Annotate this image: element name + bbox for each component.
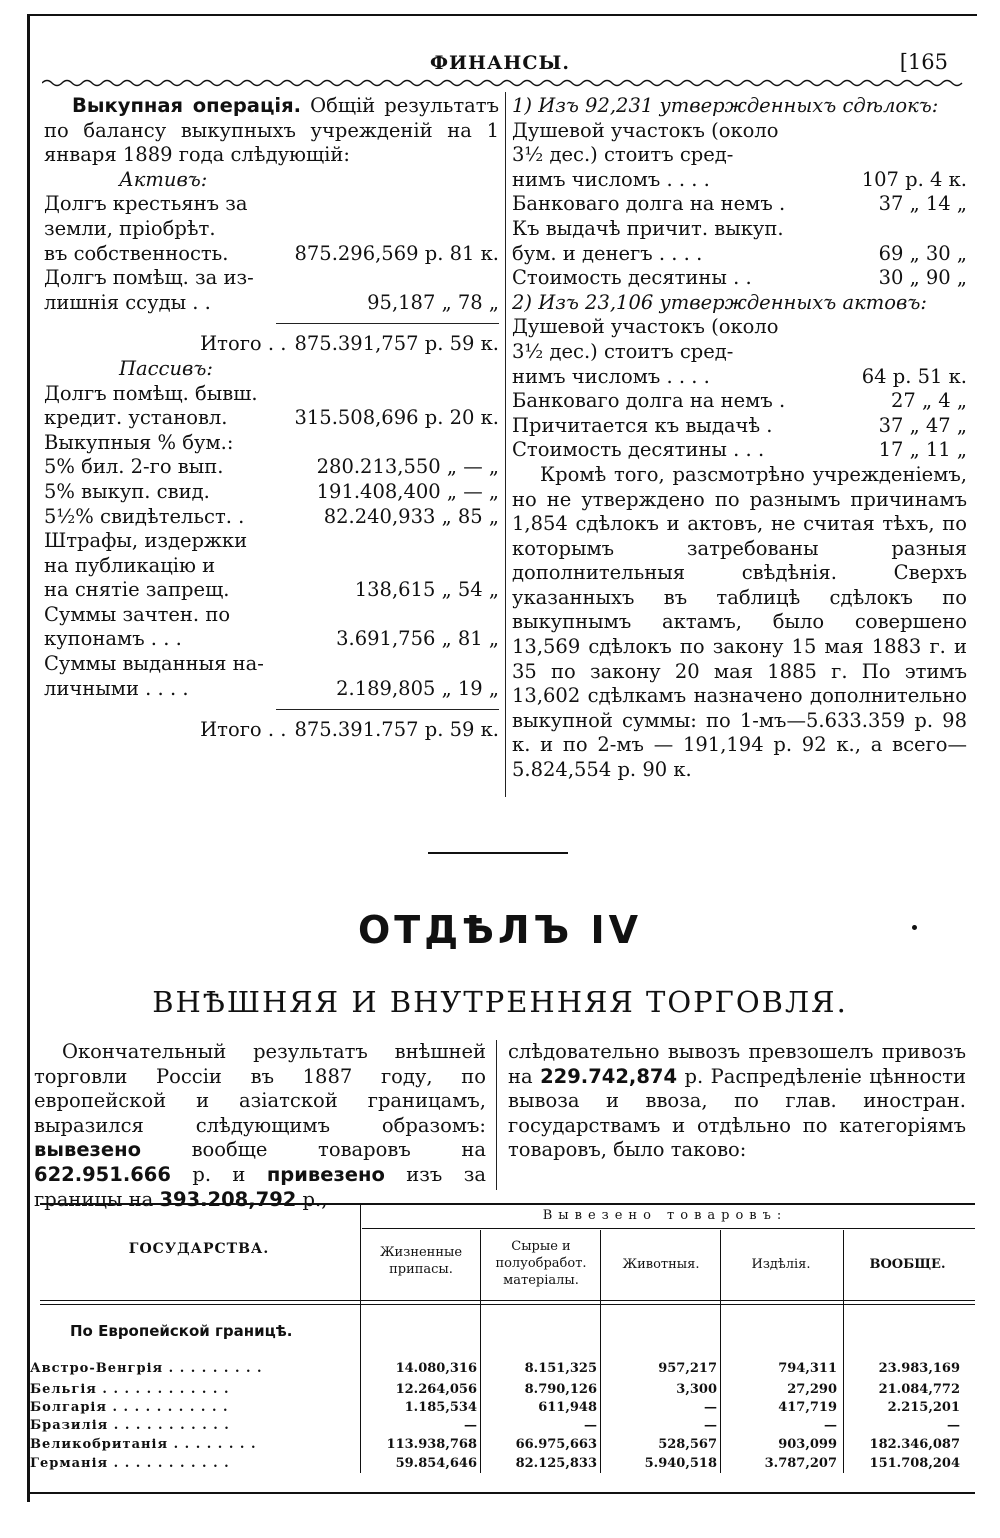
total-value: 875.391,757 р. 59 к. (294, 332, 499, 356)
redemption-intro-bold: Выкупная операція. (72, 94, 302, 117)
ledger-label: Душевой участокъ (около (512, 118, 779, 142)
table-sub-rule (362, 1228, 975, 1229)
value-cell: 8.790,126 (524, 1382, 597, 1397)
bold-run: 229.742,874 (540, 1064, 678, 1088)
ledger-row (512, 389, 967, 414)
value-cell: 82.125,833 (515, 1456, 597, 1471)
table-group-label: По Европейской границѣ. (70, 1322, 293, 1340)
value-cell: 3,300 (676, 1382, 717, 1397)
ledger-value: 17 „ 11 „ (878, 438, 967, 462)
ledger-label: на публикацію и (44, 553, 216, 577)
ledger-label: нимъ числомъ . . . . (512, 364, 710, 388)
section-heading: ОТДѢЛЪ IV (357, 908, 643, 952)
ledger-value: 64 р. 51 к. (861, 364, 967, 388)
ledger-row (44, 291, 499, 316)
ledger-value: 191.408,400 „ — „ (316, 479, 499, 503)
table-row (30, 1360, 970, 1377)
ledger-label: 5% бил. 2-го вып. (44, 455, 224, 479)
text-run: р. Распредѣленіе цѣнности вывоза и ввоза, по глав. иностран. государствамъ и отдѣльно по категоріямъ товаровъ, было таково: (508, 1064, 966, 1162)
value-cell: 903,099 (778, 1437, 837, 1452)
right-column (512, 94, 967, 783)
value-cell: 23.983,169 (878, 1361, 960, 1376)
ledger-row (44, 192, 499, 217)
ledger-label: Штрафы, издержки (44, 529, 248, 553)
value-cell: — (464, 1418, 477, 1433)
ledger-label: Выкупныя % бум.: (44, 430, 234, 454)
value-cell: 12.264,056 (395, 1382, 477, 1397)
table-header-col2: Сырые и полуобработ. матеріалы. (495, 1239, 587, 1288)
trade-paragraph-left (34, 1040, 486, 1212)
page-number: [165 (899, 50, 948, 74)
ledger-row (44, 627, 499, 652)
ledger-label: въ собственность. (44, 241, 229, 265)
additional-paragraph: Кромѣ того, разсмотрѣно учрежденіемъ, но не утверждено по разнымъ причинамъ 1,854 сдѣлокъ и актовъ, не считая тѣхъ, по которымъ затребованы разныя дополнительныя свѣдѣнія. Сверхъ указанныхъ въ таблицѣ сдѣлокъ по выкупнымъ актамъ, было совершено 13,569 сдѣлокъ по закону 15 мая 1883 г. и 35 по закону 20 мая 1885 г. По этимъ 13,602 сдѣлкамъ назначено дополнительно выкупной суммы: по 1-мъ—5.633.359 р. 98 к. и по 2-мъ — 191,194 р. 92 к., а всего—5.824,554 р. 90 к. (512, 462, 967, 782)
total-label: Итого . . (200, 332, 287, 356)
ledger-value: 95,187 „ 78 „ (367, 290, 499, 314)
value-cell: 182.346,087 (869, 1437, 960, 1452)
value-cell: 14.080,316 (395, 1361, 477, 1376)
text-run: слѣдовательно вывозъ превзошелъ привозъ на (508, 1040, 966, 1088)
ledger-row (44, 578, 499, 603)
ledger-label: 3½ дес.) стоитъ сред- (512, 339, 734, 363)
section-subheading: ВНѢШНЯЯ И ВНУТРЕННЯЯ ТОРГОВЛЯ. (152, 985, 848, 1019)
ledger-row (44, 554, 499, 579)
deals-heading: 1) Изъ 92,231 утвержденныхъ сдѣлокъ: (512, 94, 939, 117)
table-super-header: Вывезено товаровъ: (542, 1208, 788, 1223)
ledger-row (44, 382, 499, 407)
table-row (30, 1381, 970, 1398)
ledger-value: 315.508,696 р. 20 к. (294, 406, 499, 430)
country-cell: Германія . . . . . . . . . . . (30, 1456, 230, 1471)
ledger-value: 37 „ 14 „ (878, 192, 967, 216)
text-run: вообще товаровъ на (140, 1138, 486, 1162)
text-run: Окончательный результатъ внѣшней торговли Россіи въ 1887 году, по европейской и азіатской границамъ, выразился слѣдующимъ образомъ: (34, 1040, 486, 1137)
wavy-rule (42, 78, 967, 88)
value-cell: 5.940,518 (644, 1456, 717, 1471)
sum-rule (276, 709, 499, 710)
ledger-value: 37 „ 47 „ (878, 413, 967, 437)
ledger-label: Причитается къ выдачѣ . (512, 413, 773, 437)
ledger-label: Стоимость десятины . . (512, 266, 752, 290)
ledger-label: Стоимость десятины . . . (512, 438, 765, 462)
ledger-label: 5% выкуп. свид. (44, 479, 210, 503)
value-cell: — (947, 1418, 960, 1433)
ledger-row (44, 603, 499, 628)
table-row (30, 1436, 970, 1453)
country-cell: Великобританія . . . . . . . . (30, 1437, 257, 1452)
ledger-label: 3½ дес.) стоитъ сред- (512, 143, 734, 167)
ledger-row (44, 677, 499, 702)
left-column (44, 94, 499, 743)
table-header-rule (40, 1300, 975, 1301)
bold-run: 622.951.666 (34, 1162, 171, 1186)
page-frame-top (27, 14, 977, 16)
ledger-row (512, 365, 967, 390)
value-cell: 528,567 (658, 1437, 717, 1452)
ledger-row (512, 217, 967, 242)
table-header-col1: Жизненные припасы. (379, 1245, 463, 1277)
deals-list (512, 119, 967, 291)
table-header-country: ГОСУДАРСТВА. (128, 1241, 270, 1257)
ledger-value: 30 „ 90 „ (878, 266, 967, 290)
table-top-rule (40, 1203, 975, 1205)
table-row (30, 1399, 970, 1416)
ledger-label: Долгъ помѣщ. за из- (44, 266, 254, 290)
ledger-value: 107 р. 4 к. (861, 167, 967, 191)
total-label: Итого . . (200, 718, 287, 742)
redemption-intro-text: Общій результатъ по балансу выкупныхъ учрежденій на 1 января 1889 года слѣдующій: (44, 94, 499, 167)
value-cell: 113.938,768 (386, 1437, 477, 1452)
value-cell: 2.215,201 (887, 1400, 960, 1415)
table-bottom-rule (30, 1492, 975, 1494)
country-cell: Болгарія . . . . . . . . . . . (30, 1400, 229, 1415)
ledger-row (44, 455, 499, 480)
trade-paragraph-right (508, 1040, 966, 1163)
ledger-row (512, 414, 967, 439)
value-cell: 3.787,207 (764, 1456, 837, 1471)
ledger-value: 280.213,550 „ — „ (316, 455, 499, 479)
table-header-rule (40, 1304, 975, 1305)
table-row (30, 1455, 970, 1472)
ledger-row (512, 266, 967, 291)
ledger-label: купонамъ . . . (44, 627, 182, 651)
value-cell: 21.084,772 (878, 1382, 960, 1397)
ledger-row (512, 143, 967, 168)
text-run: изъ за границы на (34, 1162, 486, 1211)
ledger-row (512, 168, 967, 193)
ledger-label: кредит. установл. (44, 406, 228, 430)
ledger-row (44, 242, 499, 267)
country-cell: Бельгія . . . . . . . . . . . . (30, 1382, 230, 1397)
ledger-value: 69 „ 30 „ (878, 241, 967, 265)
ledger-row (44, 529, 499, 554)
table-header-col3: Животныя. (622, 1257, 700, 1272)
ledger-label: Къ выдачѣ причит. выкуп. (512, 216, 784, 240)
assets-heading: Активъ: (119, 167, 208, 191)
value-cell: 1.185,534 (404, 1400, 477, 1415)
value-cell: 794,311 (778, 1361, 837, 1376)
table-header-col5: ВООБЩЕ. (869, 1257, 946, 1272)
text-run: р. и (170, 1162, 267, 1186)
value-cell: 611,948 (538, 1400, 597, 1415)
ledger-label: на снятіе запрещ. (44, 578, 230, 602)
table-row (30, 1417, 970, 1434)
value-cell: 8.151,325 (524, 1361, 597, 1376)
trade-text-right (508, 1040, 966, 1163)
ledger-value: 82.240,933 „ 85 „ (323, 504, 499, 528)
ledger-label: бум. и денегъ . . . . (512, 241, 703, 265)
assets-list (44, 192, 499, 315)
ledger-row (44, 217, 499, 242)
ledger-row (44, 652, 499, 677)
text-run: р., (296, 1187, 328, 1211)
ledger-label: Долгъ помѣщ. бывш. (44, 381, 258, 405)
bold-run: 393.208,792 (159, 1187, 297, 1211)
value-cell: 151.708,204 (869, 1456, 960, 1471)
ledger-value: 2.189,805 „ 19 „ (336, 676, 499, 700)
value-cell: 957,217 (658, 1361, 717, 1376)
ledger-label: Душевой участокъ (около (512, 315, 779, 339)
value-cell: 27,290 (787, 1382, 837, 1397)
ledger-row (512, 315, 967, 340)
ledger-value: 138,615 „ 54 „ (354, 578, 499, 602)
value-cell: 66.975,663 (515, 1437, 597, 1452)
ledger-row (44, 480, 499, 505)
liabilities-total-row (44, 718, 499, 743)
column-divider (496, 1040, 497, 1190)
ledger-label: личными . . . . (44, 676, 189, 700)
ledger-row (44, 266, 499, 291)
total-value: 875.391.757 р. 59 к. (294, 718, 499, 742)
value-cell: — (704, 1400, 717, 1415)
acts-heading: 2) Изъ 23,106 утвержденныхъ актовъ: (512, 290, 927, 314)
ledger-row (512, 242, 967, 267)
ledger-label: 5½% свидѣтельст. . (44, 504, 245, 528)
table-header-col4: Издѣлія. (751, 1257, 811, 1272)
page-frame-left (27, 14, 30, 1502)
section-divider (428, 852, 568, 854)
value-cell: — (824, 1418, 837, 1433)
running-header (30, 52, 970, 76)
country-cell: Бразилія . . . . . . . . . . . (30, 1418, 230, 1433)
value-cell: 59.854,646 (395, 1456, 477, 1471)
ledger-label: Суммы выданныя на- (44, 652, 264, 676)
ledger-row (512, 192, 967, 217)
header-title: ФИНАНСЫ. (430, 52, 570, 74)
ledger-value: 27 „ 4 „ (890, 389, 967, 413)
ledger-row (44, 505, 499, 530)
value-cell: — (704, 1418, 717, 1433)
column-divider (505, 92, 506, 797)
ledger-label: Банковаго долга на немъ . (512, 192, 786, 216)
ledger-value: 875.296,569 р. 81 к. (294, 241, 499, 265)
ledger-label: Долгъ крестьянъ за (44, 192, 248, 216)
liabilities-list (44, 382, 499, 702)
ledger-row (512, 119, 967, 144)
bold-run: привезено (266, 1162, 385, 1186)
ledger-row (512, 340, 967, 365)
ledger-row (44, 431, 499, 456)
bold-run: вывезено (34, 1138, 141, 1162)
value-cell: 417,719 (778, 1400, 837, 1415)
acts-list (512, 315, 967, 463)
value-cell: — (584, 1418, 597, 1433)
liabilities-heading: Пассивъ: (119, 356, 213, 380)
ledger-label: земли, пріобрѣт. (44, 216, 216, 240)
trade-text-left (34, 1040, 486, 1212)
assets-total-row (44, 332, 499, 357)
ink-dot (912, 925, 917, 930)
country-cell: Австро-Венгрія . . . . . . . . . (30, 1361, 263, 1376)
ledger-label: лишнія ссуды . . (44, 290, 211, 314)
sum-rule (276, 323, 499, 324)
ledger-value: 3.691,756 „ 81 „ (336, 627, 499, 651)
redemption-intro (44, 94, 499, 168)
ledger-label: Суммы зачтен. по (44, 602, 231, 626)
ledger-label: нимъ числомъ . . . . (512, 167, 710, 191)
ledger-row (44, 406, 499, 431)
ledger-row (512, 438, 967, 463)
ledger-label: Банковаго долга на немъ . (512, 389, 786, 413)
